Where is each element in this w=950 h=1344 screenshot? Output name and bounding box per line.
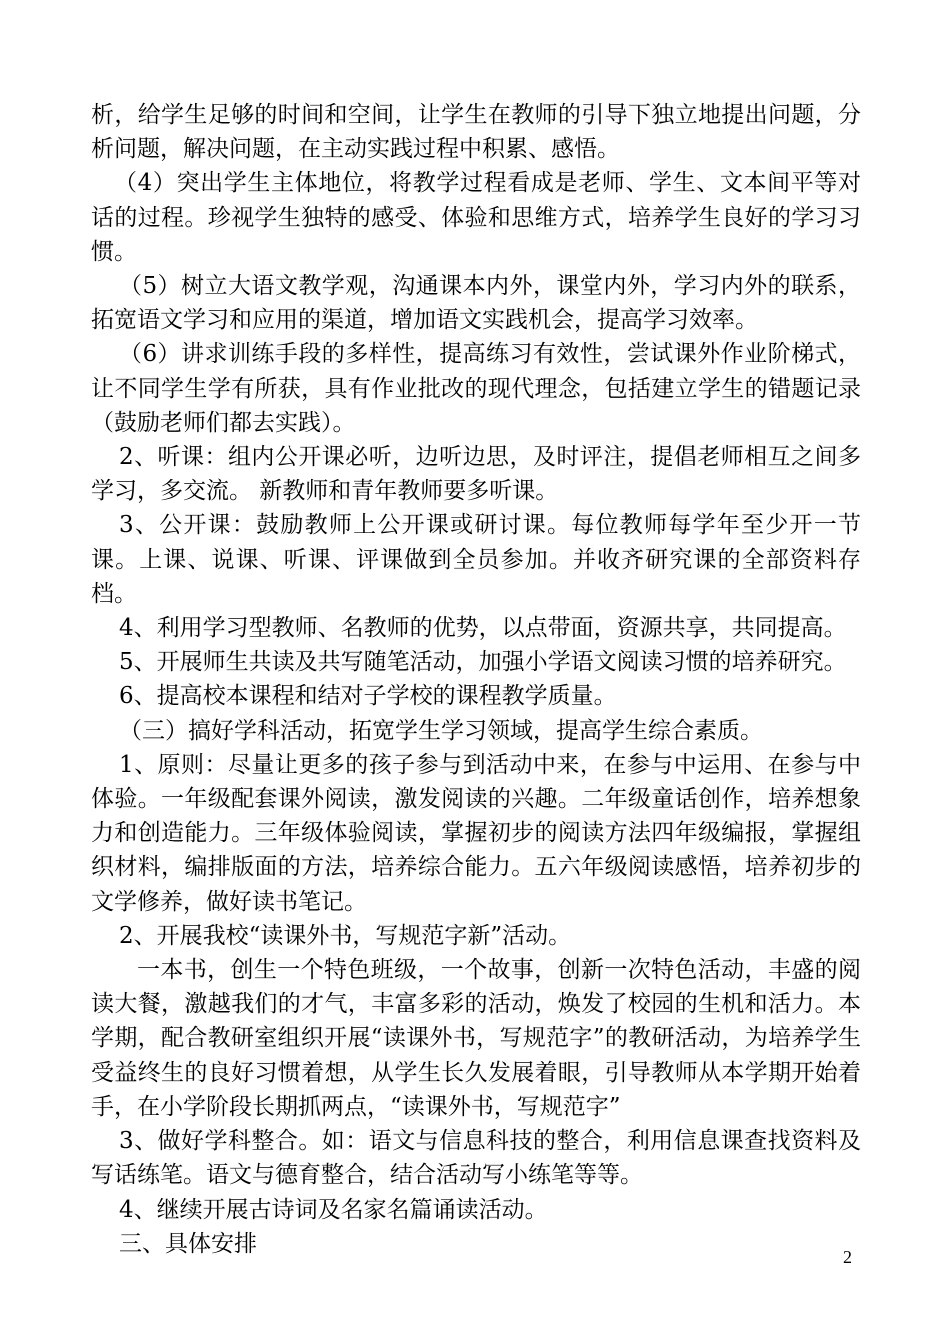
- paragraph-item-4: （4）突出学生主体地位，将教学过程看成是老师、学生、文本间平等对话的过程。珍视学生独特的感受、体验和思维方式，培养学生良好的学习习惯。: [91, 170, 861, 265]
- paragraph-continuation: 析，给学生足够的时间和空间，让学生在教师的引导下独立地提出问题，分析问题，解决问题，在主动实践过程中积累、感悟。: [91, 102, 861, 163]
- paragraph-open-class: 3、公开课：鼓励教师上公开课或研讨课。每位教师每学年至少开一节课。上课、说课、听课、评课做到全员参加。并收齐研究课的全部资料存档。: [91, 512, 861, 607]
- paragraph-listening: 2、听课：组内公开课必听，边听边思，及时评注，提倡老师相互之间多学习，多交流。 新教师和青年教师要多听课。: [91, 444, 861, 505]
- paragraph-poetry-recitation: 4、继续开展古诗词及名家名篇诵读活动。: [119, 1196, 548, 1223]
- paragraph-item-6: （6）讲求训练手段的多样性，提高练习有效性，尝试课外作业阶梯式，让不同学生学有所获，具有作业批改的现代理念，包括建立学生的错题记录（鼓励老师们都去实践）。: [91, 341, 861, 436]
- paragraph-subject-integration: 3、做好学科整合。如：语文与信息科技的整合，利用信息课查找资料及写话练笔。语文与德育整合，结合活动写小练笔等等。: [91, 1128, 861, 1189]
- document-body: [91, 98, 861, 1261]
- paragraph-item-5: （5）树立大语文教学观，沟通课本内外，课堂内外，学习内外的联系，拓宽语文学习和应用的渠道，增加语文实践机会，提高学习效率。: [91, 273, 861, 334]
- paragraph-reading-campaign: 2、开展我校“读课外书，写规范字新”活动。: [119, 922, 572, 949]
- paragraph-teacher-advantage: 4、利用学习型教师、名教师的优势，以点带面，资源共享，共同提高。: [119, 615, 847, 642]
- paragraph-principle: 1、原则：尽量让更多的孩子参与到活动中来，在参与中运用、在参与中体验。一年级配套课外阅读，激发阅读的兴趣。二年级童话创作，培养想象力和创造能力。三年级体验阅读，掌握初步的阅读方法四年级编报，掌握组织材料，编排版面的方法，培养综合能力。五六年级阅读感悟，培养初步的文学修养，做好读书笔记。: [91, 751, 861, 915]
- paragraph-co-reading: 5、开展师生共读及共写随笔活动，加强小学语文阅读习惯的培养研究。: [119, 649, 847, 676]
- page-number: 2: [843, 1247, 852, 1267]
- paragraph-reading-description: 一本书，创生一个特色班级，一个故事，创新一次特色活动，丰盛的阅读大餐，激越我们的才气，丰富多彩的活动，焕发了校园的生机和活力。本学期，配合教研室组织开展“读课外书，写规范字”的教研活动，为培养学生受益终生的良好习惯着想，从学生长久发展着眼，引导教师从本学期开始着手，在小学阶段长期抓两点，“读课外书，写规范字”: [91, 957, 861, 1120]
- section-heading-activities: （三）搞好学科活动，拓宽学生学习领域，提高学生综合素质。: [119, 717, 763, 744]
- section-heading-arrangement: 三、具体安排: [119, 1230, 257, 1257]
- paragraph-curriculum-quality: 6、提高校本课程和结对子学校的课程教学质量。: [119, 683, 617, 710]
